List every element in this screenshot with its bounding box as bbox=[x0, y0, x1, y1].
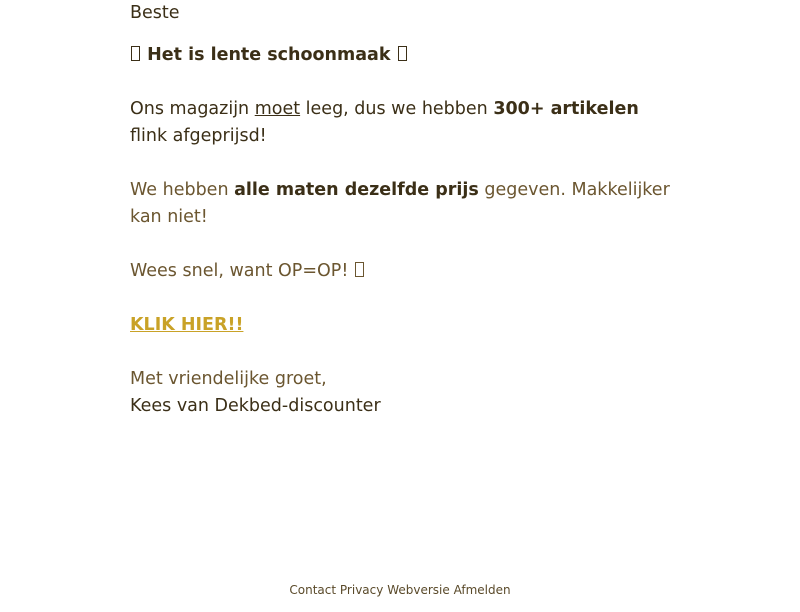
emphasis-prices: alle maten dezelfde prijs bbox=[234, 180, 479, 200]
headline-text: Het is lente schoonmaak bbox=[147, 45, 391, 65]
paragraph-warehouse: Ons magazijn moet leeg, dus we hebben 300+ artikelen flink afgeprijsd! bbox=[130, 99, 639, 146]
emoji-placeholder-icon bbox=[355, 262, 364, 277]
footer-link-unsubscribe[interactable]: Afmelden bbox=[453, 583, 511, 597]
emoji-placeholder-icon bbox=[131, 46, 140, 61]
paragraph-prices: We hebben alle maten dezelfde prijs gegeven. Makkelijker kan niet! bbox=[130, 180, 670, 227]
footer-links bbox=[0, 583, 800, 597]
paragraph-urgency: Wees snel, want OP=OP! bbox=[130, 258, 365, 285]
footer-link-contact[interactable]: Contact bbox=[289, 583, 337, 597]
sender-name: Kees van Dekbed-discounter bbox=[130, 396, 381, 416]
emphasis-underline: moet bbox=[254, 99, 301, 119]
closing: Met vriendelijke groet, bbox=[130, 369, 327, 389]
footer-link-privacy[interactable]: Privacy bbox=[339, 583, 384, 597]
emphasis-articles: 300+ artikelen bbox=[493, 99, 639, 119]
emoji-placeholder-icon bbox=[398, 46, 407, 61]
greeting: Beste bbox=[130, 3, 180, 23]
signoff bbox=[130, 366, 381, 420]
cta-link[interactable]: KLIK HIER!! bbox=[130, 315, 244, 335]
footer-link-webversion[interactable]: Webversie bbox=[387, 583, 450, 597]
headline bbox=[130, 42, 408, 69]
